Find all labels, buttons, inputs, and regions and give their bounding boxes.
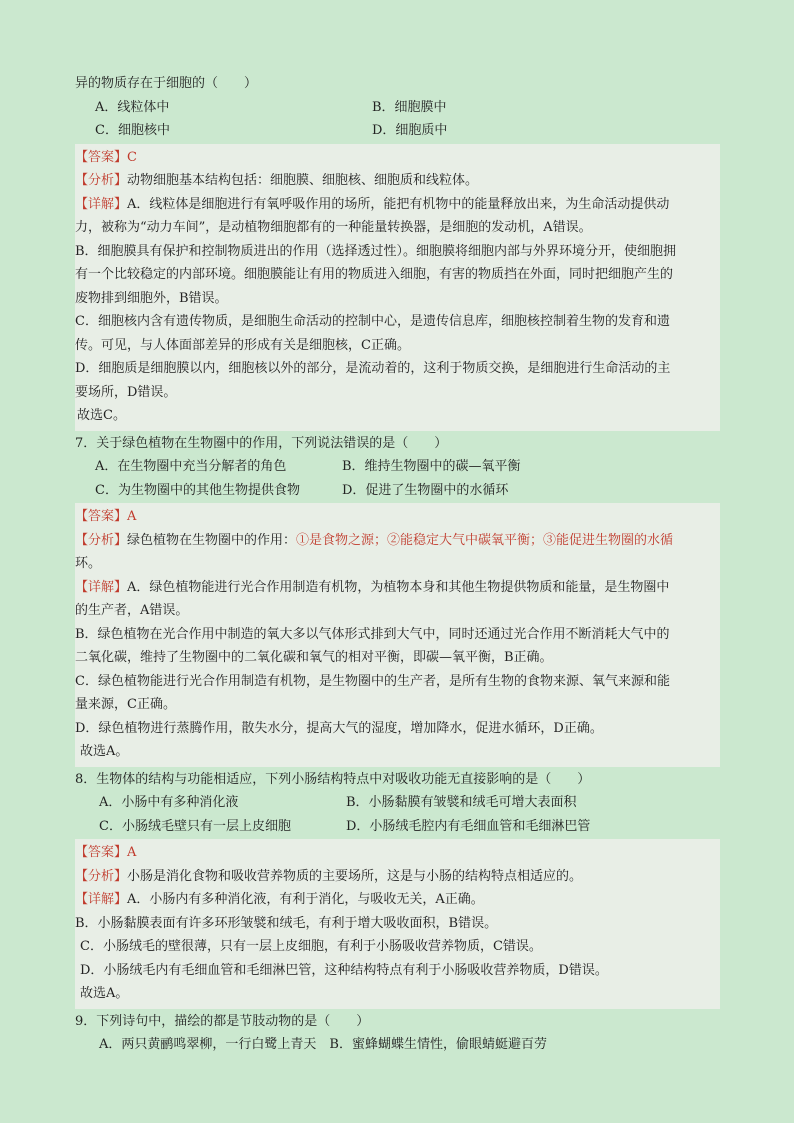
q8-detail-line-2: C．小肠绒毛的壁很薄，只有一层上皮细胞，有利于小肠吸收营养物质，C错误。: [80, 939, 542, 954]
q6-detail-line-0: [75, 193, 720, 217]
q8-option-c: C．小肠绒毛壁只有一层上皮细胞: [99, 818, 291, 834]
detail-text: A．小肠内有多种消化液，有利于消化，与吸收无关，A正确。: [127, 892, 484, 907]
q6-detail-line-5: C．细胞核内含有遗传物质，是细胞生命活动的控制中心，是遗传信息库，细胞核控制着生物的发育和遗: [75, 314, 670, 329]
q6-stem: 异的物质存在于细胞的（ ）: [75, 76, 258, 91]
q8-detail-line-1: B．小肠黏膜表面有许多环形皱襞和绒毛，有利于增大吸收面积，B错误。: [75, 915, 498, 931]
analysis-text: 动物细胞基本结构包括：细胞膜、细胞核、细胞质和线粒体。: [127, 173, 479, 188]
q6-answer: [75, 146, 720, 170]
q7-detail-line-2: B．绿色植物在光合作用中制造的氧大多以气体形式排到大气中，同时还通过光合作用不断消耗大气中的: [75, 626, 670, 642]
q8-conclusion: 故选A。: [80, 986, 129, 1001]
q7-answer: [75, 505, 720, 529]
q7-detail-line-1: 的生产者，A错误。: [75, 603, 189, 618]
answer-value: A: [127, 509, 137, 524]
q6-option-d: D．细胞质中: [372, 123, 448, 138]
analysis-tag: 【分析】: [75, 173, 128, 188]
q7-detail-line-3: 二氧化碳，维持了生物圈中的二氧化碳和氧气的相对平衡，即碳—氧平衡，B正确。: [75, 650, 553, 665]
q7-options-row2: [75, 479, 720, 503]
answer-tag: 【答案】: [75, 149, 128, 165]
detail-text: A．线粒体是细胞进行有氧呼吸作用的场所，能把有机物中的能量释放出来，为生命活动提供动: [127, 196, 670, 212]
q6-option-b: B．细胞膜中: [372, 99, 447, 115]
q7-conclusion: 故选A。: [80, 744, 129, 759]
q6-options-row2: [75, 119, 720, 143]
q7-detail-line-4: C．绿色植物能进行光合作用制造有机物，是生物圈中的生产者，是所有生物的食物来源、氧气来源和能: [75, 673, 670, 689]
q8-stem: 8．生物体的结构与功能相适应，下列小肠结构特点中对吸收功能无直接影响的是（ ）: [75, 771, 591, 787]
q7-detail-line-6: D．绿色植物进行蒸腾作用，散失水分，提高大气的湿度，增加降水，促进水循环，D正确。: [75, 720, 603, 736]
q7-detail-line-5: 量来源，C正确。: [75, 697, 176, 712]
answer-tag: 【答案】: [75, 509, 128, 524]
q7-option-c: C．为生物圈中的其他生物提供食物: [95, 482, 300, 498]
q6-analysis: [75, 169, 720, 193]
q9-options-row1: A．两只黄鹂鸣翠柳，一行白鹭上青天 B．蜜蜂蝴蝶生情性，偷眼蜻蜓避百劳: [99, 1037, 547, 1052]
q8-option-b: B．小肠黏膜有皱襞和绒毛可增大表面积: [346, 795, 577, 810]
q8-analysis: [75, 865, 720, 889]
analysis-text: 小肠是消化食物和吸收营养物质的主要场所，这是与小肠的结构特点相适应的。: [127, 868, 583, 884]
detail-tag: 【详解】: [75, 579, 128, 595]
q8-option-a: A．小肠中有多种消化液: [99, 795, 239, 810]
q8-solution-block: [75, 839, 720, 1009]
q7-option-b: B．维持生物圈中的碳—氧平衡: [342, 459, 521, 474]
answer-value: A: [127, 845, 137, 860]
q7-analysis-cont: 环。: [75, 556, 102, 571]
q8-detail-line-0: [75, 888, 720, 912]
detail-tag: 【详解】: [75, 892, 128, 907]
q7-options-row1: [75, 455, 720, 479]
q7-option-a: A．在生物圈中充当分解者的角色: [95, 459, 287, 474]
analysis-tag: 【分析】: [75, 868, 128, 884]
q6-detail-line-6: 传。可见，与人体面部差异的形成有关是细胞核，C正确。: [75, 337, 410, 353]
q6-conclusion: 故选C。: [77, 408, 126, 423]
detail-text: A．绿色植物能进行光合作用制造有机物，为植物本身和其他生物提供物质和能量，是生物圈中: [127, 579, 670, 595]
q8-answer: [75, 841, 720, 865]
q6-detail-line-8: 要场所，D错误。: [75, 384, 177, 400]
q6-detail-line-7: D．细胞质是细胞膜以内，细胞核以外的部分，是流动着的，这利于物质交换，是细胞进行生命活动的主: [75, 361, 671, 376]
q7-stem: 7．关于绿色植物在生物圈中的作用，下列说法错误的是（ ）: [75, 435, 448, 451]
q7-detail-line-0: [75, 576, 720, 600]
q7-analysis: [75, 529, 720, 553]
answer-value: C: [127, 149, 137, 165]
q6-detail-line-3: 有一个比较稳定的内部环境。细胞膜能让有用的物质进入细胞，有害的物质挡在外面，同时把细胞产生的: [75, 267, 674, 282]
q9-stem: 9．下列诗句中，描绘的都是节肢动物的是（ ）: [75, 1013, 370, 1029]
analysis-tag: 【分析】: [75, 532, 128, 548]
q6-option-a: A．线粒体中: [95, 99, 170, 115]
q8-options-row2: [75, 815, 720, 839]
analysis-text: 绿色植物在生物圈中的作用：: [127, 532, 297, 548]
q6-options-row1: [75, 96, 720, 120]
analysis-highlight: ①是食物之源；②能稳定大气中碳氧平衡；③能促进生物圈的水循: [296, 532, 674, 548]
q7-solution-block: [75, 503, 720, 767]
page-content: [75, 72, 720, 1057]
q7-option-d: D．促进了生物圈中的水循环: [342, 482, 509, 498]
answer-tag: 【答案】: [75, 845, 128, 860]
q6-detail-line-4: 废物排到细胞外，B错误。: [75, 290, 228, 306]
q8-option-d: D．小肠绒毛腔内有毛细血管和毛细淋巴管: [346, 818, 591, 834]
q6-option-c: C．细胞核中: [95, 123, 170, 138]
q6-detail-line-2: B．细胞膜具有保护和控制物质进出的作用（选择透过性）。细胞膜将细胞内部与外界环境分开，使细胞拥: [75, 243, 677, 259]
detail-tag: 【详解】: [75, 196, 128, 212]
q6-solution-block: [75, 144, 720, 431]
q8-options-row1: [75, 791, 720, 815]
q8-detail-line-3: D．小肠绒毛内有毛细血管和毛细淋巴管，这种结构特点有利于小肠吸收营养物质，D错误。: [80, 962, 608, 978]
q6-detail-line-1: 力，被称为“动力车间”，是动植物细胞都有的一种能量转换器，是细胞的发动机，A错误。: [75, 220, 592, 235]
